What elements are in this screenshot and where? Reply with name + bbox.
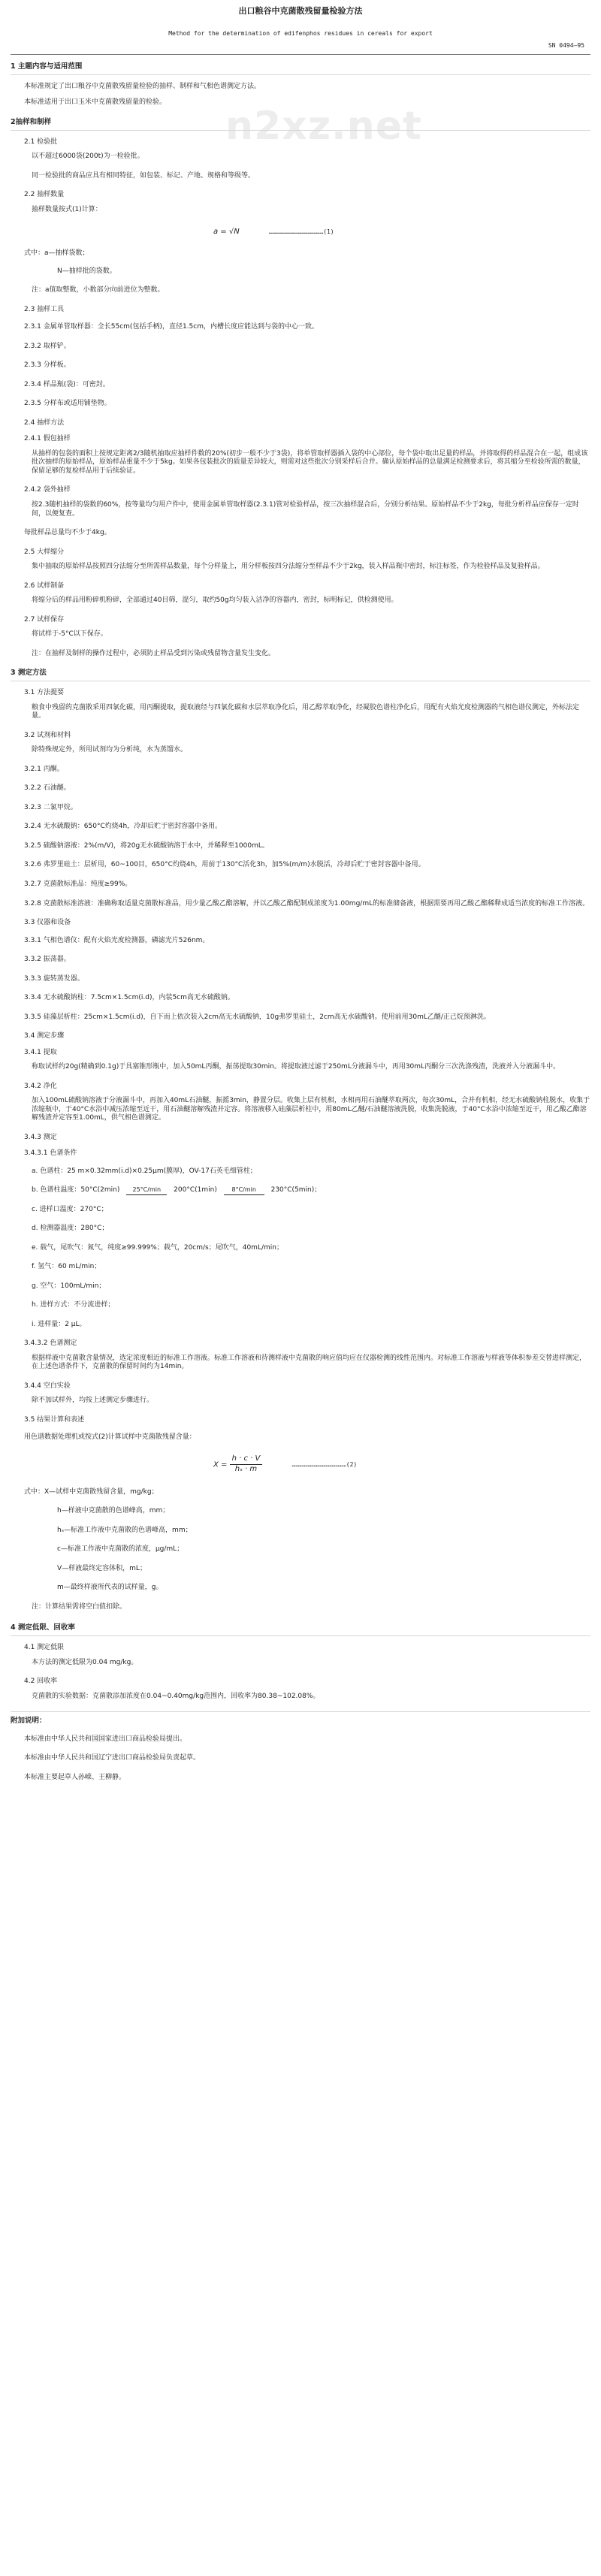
temperature-ramp-arrow: 25°C/min — [126, 1186, 167, 1194]
document-subtitle: Method for the determination of edifenphos residues in cereals for export — [168, 30, 433, 38]
paragraph: 根据样液中克菌散含量情况，选定浓度相近的标准工作溶液。标准工作溶液和待测样液中克菌散的响应值均应在仪器检测的线性范围内。对标准工作溶液与样液等体积参差交替进样测定，在上述色谱条件下，克菌散的保留时间约为14min。 — [32, 1354, 587, 1371]
formula-fraction — [230, 1454, 263, 1475]
clause-number: 3.3 仪器和设备 — [24, 919, 71, 927]
clause-number: 2.1 检验批 — [24, 137, 58, 146]
formula-variable: m—最终样液所代表的试样量，g。 — [57, 1584, 163, 1592]
clause-number: 3.5 结果计算和表述 — [24, 1415, 85, 1424]
clause-number: 2.3 抽样工具 — [24, 305, 65, 313]
formula-where: 式中：X—试样中克菌散残留含量，mg/kg； — [24, 1487, 159, 1496]
formula-numerator: h · c · V — [230, 1454, 263, 1465]
formula-variable: N—抽样批的袋数。 — [57, 267, 116, 275]
paragraph: 本标准规定了出口粮谷中克菌散残留量检验的抽样、制样和气相色谱测定方法。 — [24, 82, 261, 90]
clause-number: 3.4.3 测定 — [24, 1133, 57, 1141]
paragraph: 本标准适用于出口玉米中克菌散残留量的检验。 — [24, 98, 167, 107]
appendix-heading: 附加说明： — [11, 1717, 47, 1726]
paragraph: 除特殊规定外，所用试剂均为分析纯，水为蒸馏水。 — [32, 746, 188, 754]
watermark-text: n2xz.net — [225, 104, 422, 149]
paragraph: 粮食中残留的克菌散采用四氯化碳，用丙酮提取，提取液经与四氯化碳和水层萃取净化后，用乙醇萃取净化，经凝胶色谱柱净化后，用配有火焰光度检测器的气相色谱仪测定，外标法定量。 — [32, 703, 580, 720]
list-item: 3.2.4 无水硫酸钠：650°C灼烧4h，冷却后贮于密封容器中备用。 — [24, 823, 222, 831]
divider — [11, 1635, 590, 1636]
formula-variable: c—标准工作液中克菌散的浓度，μg/mL； — [57, 1545, 184, 1554]
note: 注：计算结果需将空白值扣除。 — [32, 1602, 127, 1611]
clause-number: 4.1 测定低限 — [24, 1644, 65, 1652]
paragraph: 克菌散的实验数据：克菌散添加浓度在0.04~0.40mg/kg范围内，回收率为80.38~102.08%。 — [32, 1692, 320, 1700]
section-heading-4: 4 测定低限、回收率 — [11, 1623, 75, 1632]
formula-2 — [11, 1454, 590, 1475]
paragraph: 本方法的测定低限为0.04 mg/kg。 — [32, 1658, 138, 1666]
clause-number: 2.4 抽样方法 — [24, 418, 65, 427]
list-item: 2.3.5 分样布或适用铺垫物。 — [24, 400, 111, 408]
list-item: 3.2.2 石油醚。 — [24, 784, 71, 793]
paragraph: 每批样品总量均不少于4kg。 — [24, 529, 111, 537]
formula-where: 式中：a—抽样袋数； — [24, 249, 89, 258]
condition-item: g. 空气：100mL/min； — [32, 1282, 106, 1290]
clause-number: 3.4 测定步骤 — [24, 1032, 65, 1040]
formula-variable: hₛ—标准工作液中克菌散的色谱峰高，mm； — [57, 1526, 192, 1534]
note: 注：a值取整数，小数部分向前进位为整数。 — [32, 286, 165, 294]
divider — [11, 1711, 590, 1712]
paragraph: 同一检验批的商品应具有相同特征，如包装、标记、产地、规格和等级等。 — [32, 171, 255, 180]
list-item: 3.2.8 克菌散标准溶液：准确称取适量克菌散标准品，用少量乙酸乙酯溶解，并以乙酸乙酯配制成浓度为1.00mg/mL的标准储备液，根据需要再用乙酸乙酯稀释成适当浓度的标准工作溶液。 — [24, 899, 590, 907]
formula-lhs: X = — [213, 1460, 228, 1469]
formula-number: ………………………………………(2) — [291, 1461, 358, 1469]
paragraph: 以不超过6000袋(200t)为一检验批。 — [32, 153, 144, 161]
temperature-ramp-arrow: 8°C/min — [224, 1186, 264, 1194]
appendix-item: 本标准由中华人民共和国辽宁进出口商品检验局负责起草。 — [24, 1754, 201, 1762]
clause-number: 2.6 试样制备 — [24, 581, 65, 590]
paragraph: 称取试样约20g(精确到0.1g)于具塞锥形瓶中，加入50mL丙酮，振荡提取30min。将提取液过滤于250mL分液漏斗中，再用30mL丙酮分三次洗涤残渣，洗液并入分液漏斗中。 — [32, 1063, 560, 1071]
clause-number: 2.2 抽样数量 — [24, 191, 65, 199]
paragraph: 抽样数量按式(1)计算： — [32, 205, 102, 213]
list-item: 3.3.2 振荡器。 — [24, 956, 71, 964]
condition-text: 230°C(5min)； — [270, 1186, 322, 1194]
document-title: 出口粮谷中克菌散残留量检验方法 — [238, 6, 363, 16]
list-item: 3.2.6 弗罗里硅土：层析用，60~100目，650°C灼烧4h，用前于130°C活化3h，加5%(m/m)水脱活，冷却后贮于密封容器中备用。 — [24, 861, 425, 869]
clause-number: 4.2 回收率 — [24, 1678, 58, 1686]
list-item: 3.2.5 硫酸钠溶液：2%(m/V)，将20g无水硫酸钠溶于水中，并稀释至1000mL。 — [24, 841, 269, 850]
formula-denominator: hₛ · m — [234, 1464, 258, 1473]
list-item: 2.3.4 样品瓶(袋)：可密封。 — [24, 380, 110, 388]
paragraph: 用色谱数据处理机或按式(2)计算试样中克菌散残留含量： — [24, 1433, 196, 1442]
clause-number: 2.7 试样保存 — [24, 615, 65, 624]
list-item: 3.3.1 气相色谱仪：配有火焰光度检测器，磷滤光片526nm。 — [24, 936, 210, 944]
condition-item: e. 载气，尾吹气：氮气，纯度≥99.999%；载气，20cm/s；尾吹气，40mL/min； — [32, 1243, 283, 1252]
paragraph: 从抽样的包袋的面积上按规定距离2/3随机抽取应抽样件数的20%(初步一般不少于3袋)，将单管取样器插入袋的中心部位，每个袋中取出足量的样品，并将取得的样品混合在一起，组成该批次抽样的原始样品，原始样品重量不少于5kg。如果各包装批次的质量差异较大，则需对这些批次分别采样后合并。确认原始样品的总量满足检测要求后，将其缩分至检验所需的数量，保留足够的复检样品用于后续验证。 — [32, 449, 588, 475]
clause-number: 3.1 方法提要 — [24, 689, 65, 697]
condition-item — [11, 1186, 590, 1195]
list-item: 3.3.4 无水硫酸钠柱：7.5cm×1.5cm(i.d)，内装5cm高无水硫酸钠。 — [24, 994, 234, 1002]
condition-text: 200°C(1min) — [174, 1186, 217, 1194]
condition-item: d. 检测器温度：280°C； — [32, 1225, 109, 1233]
divider — [11, 74, 590, 75]
list-item: 3.3.5 硅藻层析柱：25cm×1.5cm(i.d)，自下而上依次装入2cm高无水硫酸钠，10g弗罗里硅土，2cm高无水硫酸钠。使用前用30mL乙醚/正己烷预淋洗。 — [24, 1013, 491, 1021]
formula-variable: V—样液最终定容体积，mL； — [57, 1564, 146, 1572]
standard-number: SN 0494—95 — [548, 42, 584, 50]
paragraph: 按2.3随机抽样的袋数的60%，按等量均匀用户件中，使用金属单管取样器(2.3.1)管对检验样品，按三次抽样混合后，分别分析结果。原始样品不少于2kg，每批分析样品应保存一定时间，以便复查。 — [32, 501, 579, 518]
paragraph: 将试样于-5°C以下保存。 — [32, 630, 107, 639]
clause-number: 3.2 试剂和材料 — [24, 731, 71, 739]
paragraph: 集中抽取的原始样品按照四分法缩分至所需样品数量，每个分样量上，用分样板按四分法缩分至样品不少于2kg，装入样品瓶中密封，标注标签，作为检验样品及复验样品。 — [32, 563, 545, 571]
list-item: 3.2.3 二氯甲烷。 — [24, 803, 77, 811]
paragraph: 加入100mL硫酸钠溶液于分液漏斗中，再加入40mL石油醚，振摇3min，静置分层。收集上层有机相，水相再用石油醚萃取两次，每次30mL，合并有机相，经无水硫酸钠柱脱水，收集于浓缩瓶中，于40°C水浴中减压浓缩至近干，用石油醚溶解残渣并定容。将溶液移入硅藻层析柱中，用80mL乙醚/石油醚溶液洗脱，收集洗脱液，于40°C水浴中浓缩至近干，用乙酸乙酯溶解残渣并定容至1.00mL，供气相色谱测定。 — [32, 1097, 590, 1122]
paragraph: 将缩分后的样品用粉碎机粉碎，全部通过40目筛，混匀，取约50g均匀装入洁净的容器内，密封，标明标记，供检测使用。 — [32, 596, 398, 605]
clause-number: 3.4.4 空白实验 — [24, 1382, 71, 1390]
section-heading-1: 1 主题内容与适用范围 — [11, 62, 83, 71]
note: 注：在抽样及制样的操作过程中，必须防止样品受到污染或残留物含量发生变化。 — [32, 649, 276, 657]
appendix-item: 本标准由中华人民共和国国家进出口商品检验局提出。 — [24, 1735, 187, 1743]
formula-number: ………………………………………(1) — [268, 228, 334, 236]
formula-expression: a = √N — [213, 228, 240, 237]
clause-number: 3.4.3.1 色谱条件 — [24, 1149, 77, 1158]
section-heading-2: 2抽样和制样 — [11, 117, 52, 126]
formula-1 — [11, 228, 590, 237]
list-item: 2.3.2 取样铲。 — [24, 342, 71, 350]
list-item: 2.3.3 分样板。 — [24, 361, 71, 370]
header-divider — [11, 54, 590, 55]
list-item: 3.3.3 旋转蒸发器。 — [24, 974, 84, 983]
clause-number: 3.4.3.2 色谱测定 — [24, 1339, 77, 1348]
appendix-item: 本标准主要起草人孙嵘、王柳静。 — [24, 1773, 126, 1781]
list-item: 2.3.1 金属单管取样器：全长55cm(包括手柄)，直径1.5cm，内槽长度应能达到与袋的中心一致。 — [24, 323, 319, 331]
clause-number: 2.4.2 袋外抽样 — [24, 486, 71, 494]
condition-item: a. 色谱柱：25 m×0.32mm(i.d)×0.25μm(膜厚)，OV-17石英毛细管柱； — [32, 1167, 257, 1175]
formula-variable: h—样液中克菌散的色谱峰高，mm； — [57, 1507, 170, 1515]
condition-item: f. 氢气：60 mL/min； — [32, 1263, 101, 1271]
section-heading-3: 3 测定方法 — [11, 669, 47, 678]
list-item: 3.2.7 克菌散标准品：纯度≥99%。 — [24, 880, 132, 888]
clause-number: 2.5 大样缩分 — [24, 548, 65, 556]
divider — [11, 130, 590, 131]
document-content — [11, 5, 590, 1800]
condition-text: b. 色谱柱温度：50°C(2min) — [32, 1186, 120, 1194]
clause-number: 2.4.1 假包抽样 — [24, 435, 71, 443]
condition-item: c. 进样口温度：270°C； — [32, 1205, 108, 1213]
clause-number: 3.4.2 净化 — [24, 1082, 57, 1090]
list-item: 3.2.1 丙酮。 — [24, 765, 64, 773]
paragraph: 除不加试样外，均按上述测定步骤进行。 — [32, 1397, 154, 1405]
clause-number: 3.4.1 提取 — [24, 1048, 57, 1056]
condition-item: h. 进样方式：不分流进样； — [32, 1301, 115, 1309]
condition-item: i. 进样量：2 μL。 — [32, 1320, 86, 1328]
